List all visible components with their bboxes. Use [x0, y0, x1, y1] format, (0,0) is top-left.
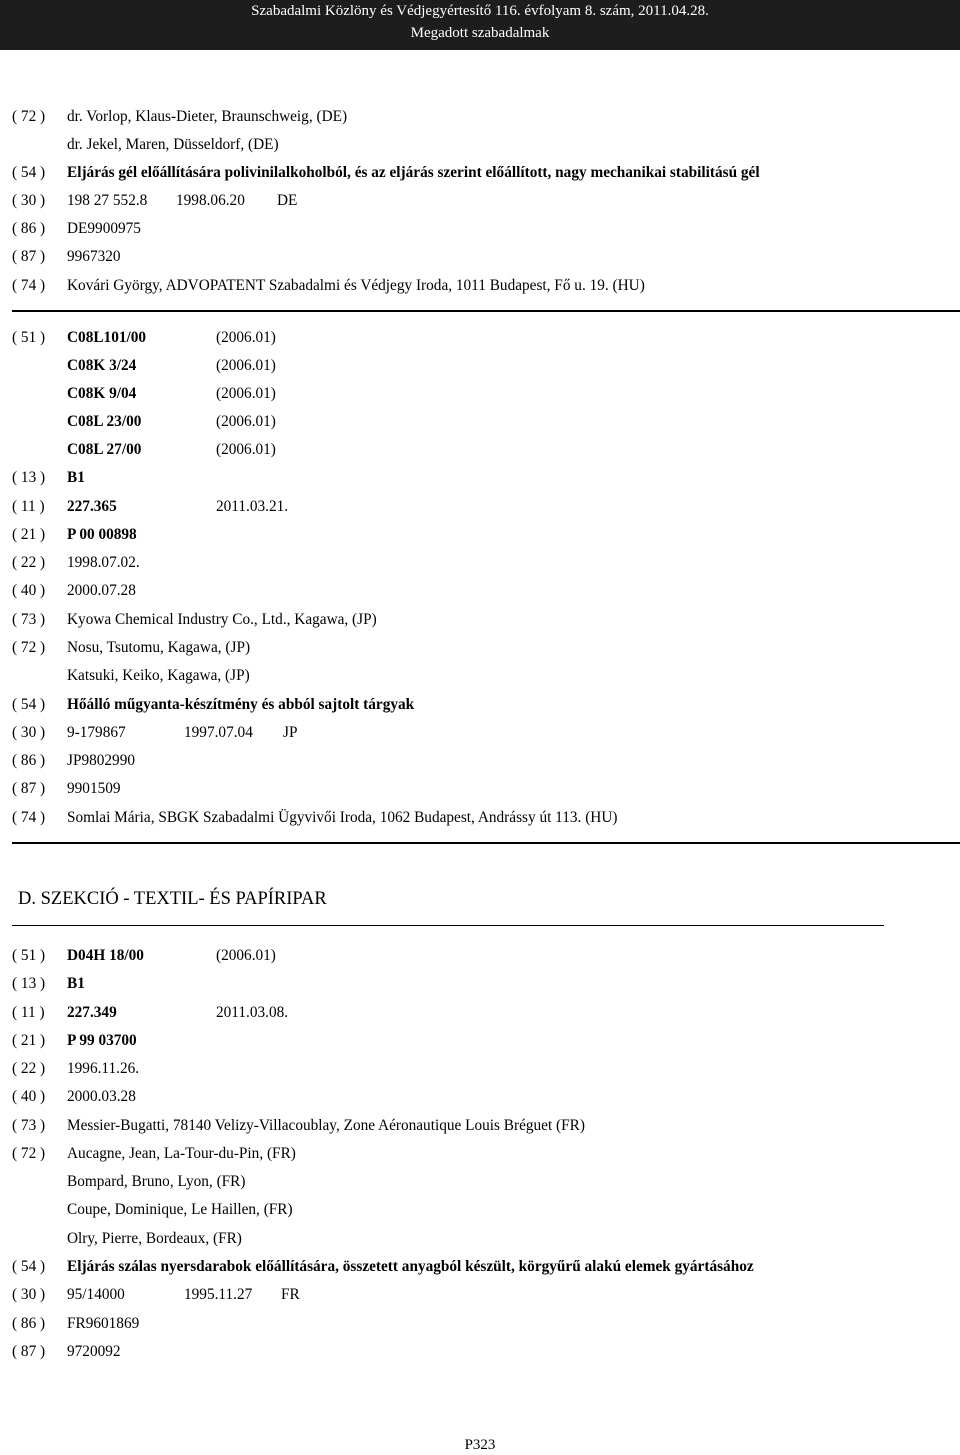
publication-header — [0, 0, 960, 50]
code-11: ( 11 ) — [12, 1004, 45, 1021]
code-86: ( 86 ) — [12, 1315, 46, 1332]
section-heading-underline — [12, 925, 884, 926]
code-21: ( 21 ) — [12, 1032, 46, 1049]
code-11: ( 11 ) — [12, 498, 45, 515]
patentee: Kyowa Chemical Industry Co., Ltd., Kagawa, (JP) — [67, 611, 377, 628]
pct-application: DE9900975 — [67, 220, 141, 237]
pct-publication: 9967320 — [67, 248, 121, 265]
ipc-code: C08L 23/00 — [67, 413, 142, 430]
inventor: Katsuki, Keiko, Kagawa, (JP) — [67, 667, 250, 684]
code-74: ( 74 ) — [12, 809, 46, 826]
inventor: Bompard, Bruno, Lyon, (FR) — [67, 1173, 246, 1190]
document-kind: B1 — [67, 975, 85, 992]
patent-number: 227.349 — [67, 1004, 117, 1021]
publication-date: 2000.03.28 — [67, 1088, 136, 1105]
ipc-version: (2006.01) — [216, 385, 276, 402]
code-13: ( 13 ) — [12, 975, 46, 992]
entry-divider — [12, 310, 960, 312]
patent-title: Eljárás szálas nyersdarabok előállítására, összetett anyagból készült, körgyűrű alakú elemek gyártásához — [67, 1258, 754, 1275]
code-73: ( 73 ) — [12, 1117, 46, 1134]
ipc-version: (2006.01) — [216, 441, 276, 458]
code-30: ( 30 ) — [12, 192, 46, 209]
code-87: ( 87 ) — [12, 248, 46, 265]
priority-country: FR — [281, 1286, 300, 1303]
filing-date: 1998.07.02. — [67, 554, 140, 571]
inventor: Nosu, Tsutomu, Kagawa, (JP) — [67, 639, 251, 656]
code-86: ( 86 ) — [12, 220, 46, 237]
patent-title: Eljárás gél előállítására polivinilalkoholból, és az eljárás szerint előállított, nagy mechanikai stabilitású gél — [67, 164, 760, 181]
code-13: ( 13 ) — [12, 469, 46, 486]
patentee: Messier-Bugatti, 78140 Velizy-Villacoublay, Zone Aéronautique Louis Bréguet (FR) — [67, 1117, 585, 1134]
ipc-code: C08K 3/24 — [67, 357, 137, 374]
code-54: ( 54 ) — [12, 164, 46, 181]
pct-publication: 9901509 — [67, 780, 121, 797]
code-22: ( 22 ) — [12, 1060, 46, 1077]
code-40: ( 40 ) — [12, 582, 46, 599]
priority-date: 1995.11.27 — [184, 1286, 253, 1303]
ipc-version: (2006.01) — [216, 329, 276, 346]
priority-country: JP — [283, 724, 298, 741]
entry-divider — [12, 842, 960, 844]
code-87: ( 87 ) — [12, 1343, 46, 1360]
code-72: ( 72 ) — [12, 1145, 46, 1162]
priority-date: 1998.06.20 — [176, 192, 245, 209]
priority-number: 95/14000 — [67, 1286, 125, 1303]
ipc-version: (2006.01) — [216, 357, 276, 374]
priority-number: 198 27 552.8 — [67, 192, 148, 209]
inventor: Olry, Pierre, Bordeaux, (FR) — [67, 1230, 242, 1247]
code-72: ( 72 ) — [12, 639, 46, 656]
ipc-version: (2006.01) — [216, 413, 276, 430]
ipc-version: (2006.01) — [216, 947, 276, 964]
code-72: ( 72 ) — [12, 108, 46, 125]
application-number: P 99 03700 — [67, 1032, 137, 1049]
code-22: ( 22 ) — [12, 554, 46, 571]
page-number: P323 — [464, 1437, 496, 1453]
section-heading: D. SZEKCIÓ - TEXTIL- ÉS PAPÍRIPAR — [18, 889, 327, 909]
ipc-code: C08L101/00 — [67, 329, 147, 346]
pct-application: JP9802990 — [67, 752, 135, 769]
grant-date: 2011.03.21. — [216, 498, 289, 515]
priority-number: 9-179867 — [67, 724, 126, 741]
publication-date: 2000.07.28 — [67, 582, 136, 599]
header-subtitle: Megadott szabadalmak — [410, 25, 550, 41]
pct-publication: 9720092 — [67, 1343, 121, 1360]
inventor: dr. Vorlop, Klaus-Dieter, Braunschweig, (DE) — [67, 108, 348, 125]
header-title: Szabadalmi Közlöny és Védjegyértesítő 116. évfolyam 8. szám, 2011.04.28. — [251, 3, 709, 19]
priority-country: DE — [277, 192, 298, 209]
code-51: ( 51 ) — [12, 329, 46, 346]
document-kind: B1 — [67, 469, 85, 486]
inventor: dr. Jekel, Maren, Düsseldorf, (DE) — [67, 136, 279, 153]
application-number: P 00 00898 — [67, 526, 137, 543]
code-30: ( 30 ) — [12, 1286, 46, 1303]
ipc-code: C08L 27/00 — [67, 441, 142, 458]
code-86: ( 86 ) — [12, 752, 46, 769]
patent-number: 227.365 — [67, 498, 117, 515]
pct-application: FR9601869 — [67, 1315, 140, 1332]
code-74: ( 74 ) — [12, 277, 46, 294]
code-30: ( 30 ) — [12, 724, 46, 741]
grant-date: 2011.03.08. — [216, 1004, 289, 1021]
ipc-code: C08K 9/04 — [67, 385, 137, 402]
code-87: ( 87 ) — [12, 780, 46, 797]
ipc-code: D04H 18/00 — [67, 947, 144, 964]
code-40: ( 40 ) — [12, 1088, 46, 1105]
agent: Somlai Mária, SBGK Szabadalmi Ügyvivői Iroda, 1062 Budapest, Andrássy út 113. (HU) — [67, 809, 618, 826]
code-54: ( 54 ) — [12, 1258, 46, 1275]
inventor: Coupe, Dominique, Le Haillen, (FR) — [67, 1201, 293, 1218]
code-54: ( 54 ) — [12, 696, 46, 713]
code-21: ( 21 ) — [12, 526, 46, 543]
inventor: Aucagne, Jean, La-Tour-du-Pin, (FR) — [67, 1145, 296, 1162]
code-51: ( 51 ) — [12, 947, 46, 964]
filing-date: 1996.11.26. — [67, 1060, 140, 1077]
patent-title: Hőálló műgyanta-készítmény és abból sajtolt tárgyak — [67, 696, 415, 713]
priority-date: 1997.07.04 — [184, 724, 253, 741]
agent: Kovári György, ADVOPATENT Szabadalmi és Védjegy Iroda, 1011 Budapest, Fő u. 19. (HU) — [67, 277, 645, 294]
code-73: ( 73 ) — [12, 611, 46, 628]
